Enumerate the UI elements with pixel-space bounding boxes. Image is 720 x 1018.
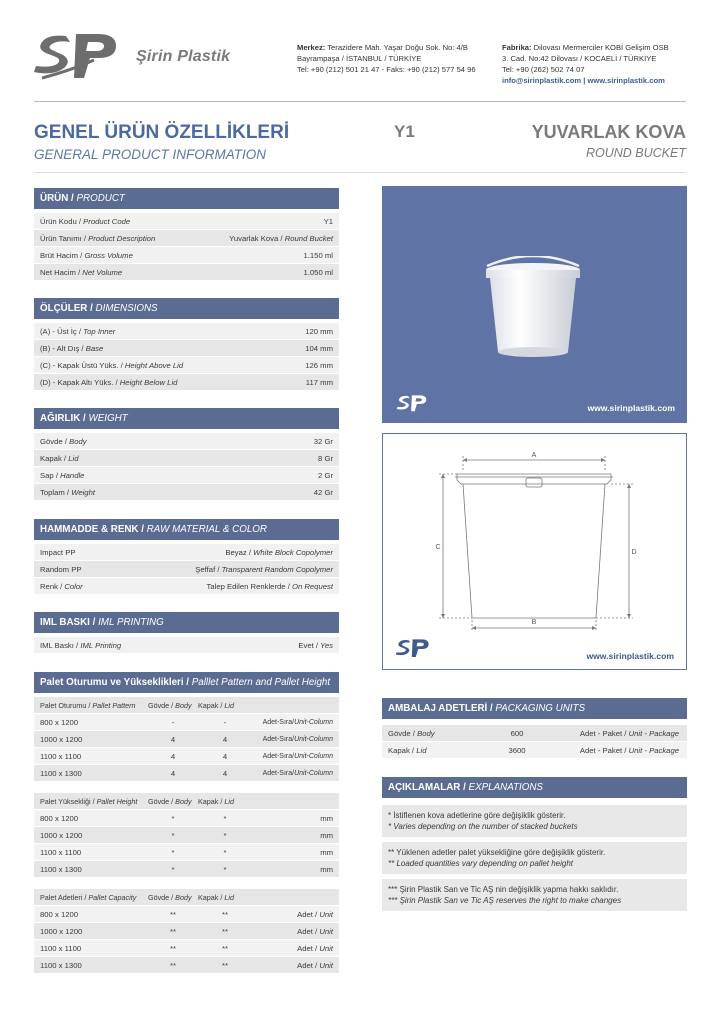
logo-small-icon — [395, 637, 435, 661]
weight-row: Toplam / Weight 42 Gr — [34, 484, 339, 501]
dimensions-section-header: ÖLÇÜLER / DIMENSIONS — [34, 298, 339, 319]
weight-row: Gövde / Body 32 Gr — [34, 433, 339, 450]
address-hq-line2: Bayrampaşa / İSTANBUL / TÜRKİYE — [297, 54, 422, 63]
weight-section-header: AĞIRLIK / WEIGHT — [34, 408, 339, 429]
contact-web-link[interactable]: info@sirinplastik.com | www.sirinplastik.com — [502, 76, 665, 85]
logo-small-icon — [396, 393, 432, 415]
product-name: YUVARLAK KOVA — [531, 122, 686, 142]
page-title: GENEL ÜRÜN ÖZELLİKLERİ — [34, 122, 290, 143]
address-factory-label: Fabrika: — [502, 43, 532, 52]
page-subtitle: GENERAL PRODUCT INFORMATION — [34, 147, 267, 162]
address-factory-line2: 3. Cad. No:42 Dilovası / KOCAELİ / TÜRKİYE — [502, 54, 657, 63]
address-factory — [502, 42, 702, 86]
explanations-section-header: AÇIKLAMALAR / EXPLANATIONS — [382, 777, 687, 798]
dimension-row: (C) - Kapak Üstü Yüks. / Height Above Lid 126 mm — [34, 357, 339, 374]
pallet-pattern-row: 1100 x 1300 4 4 Adet-Sıra/Unit-Column — [34, 765, 339, 782]
dimension-row: (A) - Üst İç / Top Inner 120 mm — [34, 323, 339, 340]
title-divider — [34, 172, 686, 173]
packaging-row: Kapak / Lid 3600 Adet - Paket / Unit - Package — [382, 742, 687, 759]
pallet-pattern-row: 1000 x 1200 4 4 Adet-Sıra/Unit-Column — [34, 731, 339, 748]
product-photo-panel — [382, 186, 687, 423]
photo-website-link[interactable]: www.sirinplastik.com — [587, 403, 675, 413]
address-hq — [297, 42, 497, 75]
material-section — [34, 519, 339, 595]
material-row: Random PP Şeffaf / Transparent Random Copolymer — [34, 561, 339, 578]
dimension-row: (D) - Kapak Altı Yüks. / Height Below Lid 117 mm — [34, 374, 339, 391]
dimensions-section — [34, 298, 339, 391]
explanation-note: *** Şirin Plastik San ve Tic AŞ nin değişiklik yapma hakkı saklıdır. *** Şirin Plastik San ve Tic AŞ reserves the right to make changes — [382, 879, 687, 911]
explanations-section — [382, 777, 687, 914]
pallet-pattern-row: 1100 x 1100 4 4 Adet-Sıra/Unit-Column — [34, 748, 339, 765]
sirin-plastik-logo — [32, 30, 132, 86]
pallet-pattern-row: 800 x 1200 - - Adet-Sıra/Unit-Column — [34, 714, 339, 731]
product-row: Net Hacim / Net Volume 1.050 ml — [34, 264, 339, 281]
packaging-section-header: AMBALAJ ADETLERİ / PACKAGING UNITS — [382, 698, 687, 719]
explanation-note: * İstiflenen kova adetlerine göre değişiklik gösterir. * Varies depending on the number of stacked buckets — [382, 805, 687, 837]
packaging-row: Gövde / Body 600 Adet - Paket / Unit - Package — [382, 725, 687, 742]
product-section — [34, 188, 339, 281]
iml-section — [34, 612, 339, 654]
pallet-capacity-header: Palet Adetleri / Pallet Capacity Gövde / Body Kapak / Lid — [34, 889, 339, 906]
product-row: Ürün Tanımı / Product Description Yuvarlak Kova / Round Bucket — [34, 230, 339, 247]
dimension-label-b: B — [531, 619, 537, 626]
pallet-height-header: Palet Yüksekliği / Pallet Height Gövde / Body Kapak / Lid — [34, 793, 339, 810]
weight-row: Sap / Handle 2 Gr — [34, 467, 339, 484]
address-factory-line3: Tel: +90 (262) 502 74 07 — [502, 65, 585, 74]
address-hq-line1: Terazidere Mah. Yaşar Doğu Sok. No: 4/B — [327, 43, 468, 52]
pallet-capacity-row: 1100 x 1100 ** ** Adet / Unit — [34, 940, 339, 957]
dimension-label-d: D — [631, 549, 637, 556]
brand-name: Şirin Plastik — [136, 48, 231, 65]
weight-section — [34, 408, 339, 501]
address-hq-line3: Tel: +90 (212) 501 21 47 - Faks: +90 (212) 577 54 96 — [297, 65, 476, 74]
iml-row: IML Baskı / IML Printing Evet / Yes — [34, 637, 339, 654]
iml-section-header: IML BASKI / IML PRINTING — [34, 612, 339, 633]
drawing-website-link[interactable]: www.sirinplastik.com — [586, 651, 674, 661]
bucket-technical-drawing — [383, 434, 685, 668]
material-row: Impact PP Beyaz / White Block Copolymer — [34, 544, 339, 561]
pallet-capacity-row: 1000 x 1200 ** ** Adet / Unit — [34, 923, 339, 940]
product-name-en: ROUND BUCKET — [585, 146, 686, 160]
pallet-height-row: 800 x 1200 * * mm — [34, 810, 339, 827]
pallet-height-row: 1000 x 1200 * * mm — [34, 827, 339, 844]
pallet-height-row: 1100 x 1300 * * mm — [34, 861, 339, 878]
pallet-height-row: 1100 x 1100 * * mm — [34, 844, 339, 861]
dimension-label-c: C — [435, 544, 441, 551]
product-row: Ürün Kodu / Product Code Y1 — [34, 213, 339, 230]
pallet-capacity-row: 800 x 1200 ** ** Adet / Unit — [34, 906, 339, 923]
material-section-header: HAMMADDE & RENK / RAW MATERIAL & COLOR — [34, 519, 339, 540]
address-factory-line1: Dilovası Mermerciler KOBİ Gelişim OSB — [533, 43, 669, 52]
weight-row: Kapak / Lid 8 Gr — [34, 450, 339, 467]
bucket-photo — [478, 256, 588, 364]
pallet-section — [34, 672, 339, 974]
address-hq-label: Merkez: — [297, 43, 326, 52]
pallet-section-header: Palet Oturumu ve Yükseklikleri / Palllet Pattern and Pallet Height — [34, 672, 339, 693]
product-section-header: ÜRÜN / PRODUCT — [34, 188, 339, 209]
product-code: Y1 — [394, 122, 415, 141]
product-row: Brüt Hacim / Gross Volume 1.150 ml — [34, 247, 339, 264]
dimension-row: (B) - Alt Dış / Base 104 mm — [34, 340, 339, 357]
pallet-capacity-row: 1100 x 1300 ** ** Adet / Unit — [34, 957, 339, 974]
technical-drawing-panel — [382, 433, 687, 670]
explanation-note: ** Yüklenen adetler palet yüksekliğine göre değişiklik gösterir. ** Loaded quantities vary depending on pallet height — [382, 842, 687, 874]
material-row: Renk / Color Talep Edilen Renklerde / On Request — [34, 578, 339, 595]
header-divider — [34, 101, 686, 102]
dimension-label-a: A — [531, 452, 537, 459]
packaging-section — [382, 698, 687, 759]
page-header — [0, 0, 720, 110]
pallet-pattern-header: Palet Oturumu / Pallet Pattern Gövde / Body Kapak / Lid — [34, 697, 339, 714]
